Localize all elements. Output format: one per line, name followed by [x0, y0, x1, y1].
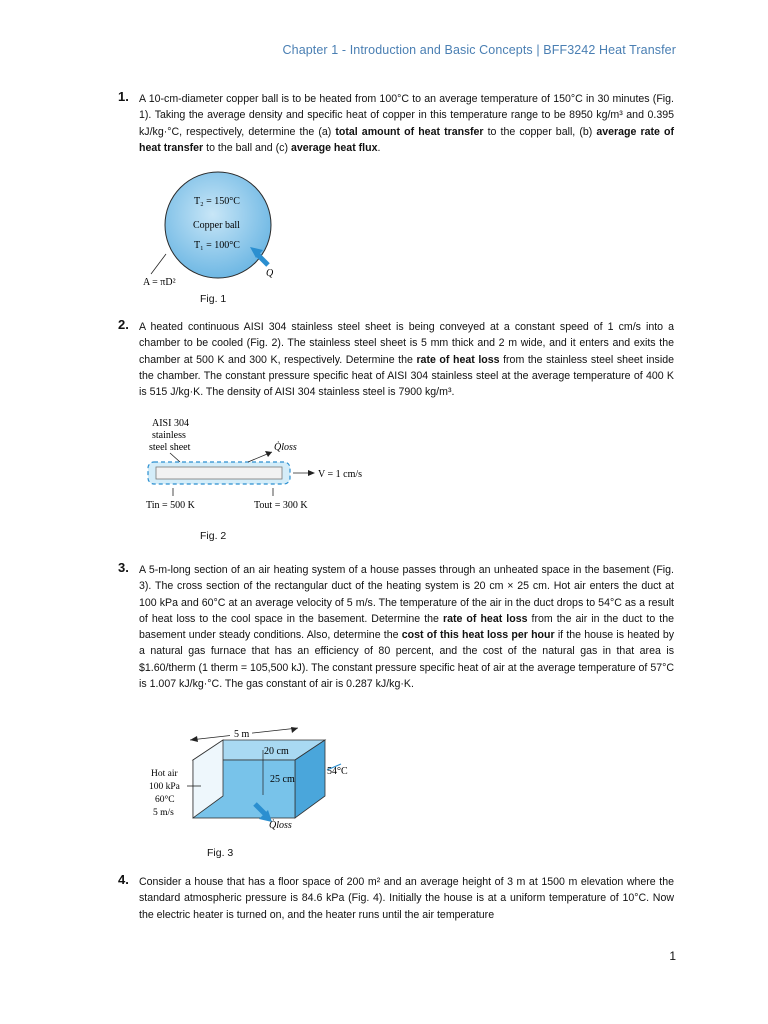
figure-2-caption: Fig. 2: [200, 530, 227, 542]
qloss-label: Q̇loss: [269, 820, 292, 830]
sheet-label-1: AISI 304: [152, 418, 189, 429]
figure-2-steel-sheet: [140, 414, 380, 514]
ball-label: Copper ball: [193, 220, 240, 231]
t1-label: T₁ = 100°C: [194, 240, 240, 251]
figure-1-caption: Fig. 1: [200, 293, 227, 305]
velocity-arrow-head: [308, 470, 315, 476]
length-arrow-left: [190, 736, 198, 742]
outlet-temp-label: 54°C: [327, 766, 348, 777]
problem-number: 2.: [118, 317, 129, 332]
page-number: 1: [669, 949, 676, 963]
problem-number: 4.: [118, 872, 129, 887]
problem-text: A 5-m-long section of an air heating system of a house passes through an unheated space in the basement (Fig. 3). The cross section of the rectangular duct of the heating system is 20 cm × 25 cm. Hot air enters the duct at 100 kPa and 60°C at an average velocity of 5 m/s. The temperature of the air in the duct drops to 54°C as a result of heat loss to the cool space in the basement. Determine the rate of heat loss from the air in the duct to the basement under steady conditions. Also, determine the cost of this heat loss per hour if the house is heated by a natural gas furnace that has an efficiency of 80 percent, and the cost of the natural gas in that area is $1.60/therm (1 therm = 105,500 kJ). The constant pressure specific heat of air at the average temperature of 57°C is 1.007 kJ/kg·°C. The gas constant of air is 0.287 kJ/kg·K.: [139, 564, 675, 691]
air-label-2: 100 kPa: [149, 782, 180, 792]
qloss-label: Q̇loss: [274, 442, 297, 453]
sheet-label-2: stainless: [152, 430, 186, 441]
length-arrow-right: [291, 727, 298, 733]
area-label: A = πD²: [143, 277, 176, 288]
page-header: Chapter 1 - Introduction and Basic Concepts | BFF3242 Heat Transfer: [282, 43, 676, 57]
tin-label: Tin = 500 K: [146, 500, 195, 511]
problem-3: [118, 562, 674, 692]
q-label: Q: [266, 268, 274, 279]
problem-number: 1.: [118, 89, 129, 104]
air-label-3: 60°C: [155, 795, 175, 805]
length-label: 5 m: [234, 729, 250, 740]
problem-1: [118, 91, 674, 156]
sheet-leader-line: [170, 453, 180, 462]
problem-text: A heated continuous AISI 304 stainless steel sheet is being conveyed at a constant speed of 1 cm/s into a chamber to be cooled (Fig. 2). The stainless steel sheet is 5 mm thick and 2 m wide, and it enters and exits the chamber at 500 K and 300 K, respectively. Determine the rate of heat loss from the stainless steel sheet inside the chamber. The constant pressure specific heat of AISI 304 stainless steel at the average temperature of 400 K is 515 J/kg·K. The density of AISI 304 stainless steel is 7900 kg/m³.: [139, 321, 674, 399]
steel-sheet-shape: [156, 467, 282, 479]
qloss-arrow-head: [265, 451, 272, 457]
velocity-label: V = 1 cm/s: [318, 469, 363, 480]
width-label: 20 cm: [264, 746, 289, 757]
sheet-label-3: steel sheet: [149, 442, 191, 453]
height-label: 25 cm: [270, 774, 295, 785]
air-label-1: Hot air: [151, 769, 178, 779]
area-leader-line: [151, 254, 166, 274]
problem-4: [118, 874, 674, 923]
air-label-4: 5 m/s: [153, 808, 174, 818]
tout-label: Tout = 300 K: [254, 500, 308, 511]
figure-1-copper-ball: [138, 170, 298, 292]
problem-text: A 10-cm-diameter copper ball is to be heated from 100°C to an average temperature of 150°C in 30 minutes (Fig. 1). Taking the average density and specific heat of copper in this temperature range to be 8950 kg/m³ and 0.395 kJ/kg·°C, respectively, determine the (a) total amount of heat transfer to the copper ball, (b) average rate of heat transfer to the ball and (c) average heat flux.: [139, 93, 675, 154]
figure-3-caption: Fig. 3: [207, 847, 234, 859]
problem-text: Consider a house that has a floor space of 200 m² and an average height of 3 m at 1500 m elevation where the standard atmospheric pressure is 84.6 kPa (Fig. 4). Initially the house is at a uniform temperature of 10°C. Now the electric heater is turned on, and the heater runs until the air temperature: [139, 876, 674, 921]
figure-3-duct: [145, 720, 365, 830]
t2-label: T₂ = 150°C: [194, 196, 240, 207]
problem-2: [118, 319, 674, 400]
problem-number: 3.: [118, 560, 129, 575]
